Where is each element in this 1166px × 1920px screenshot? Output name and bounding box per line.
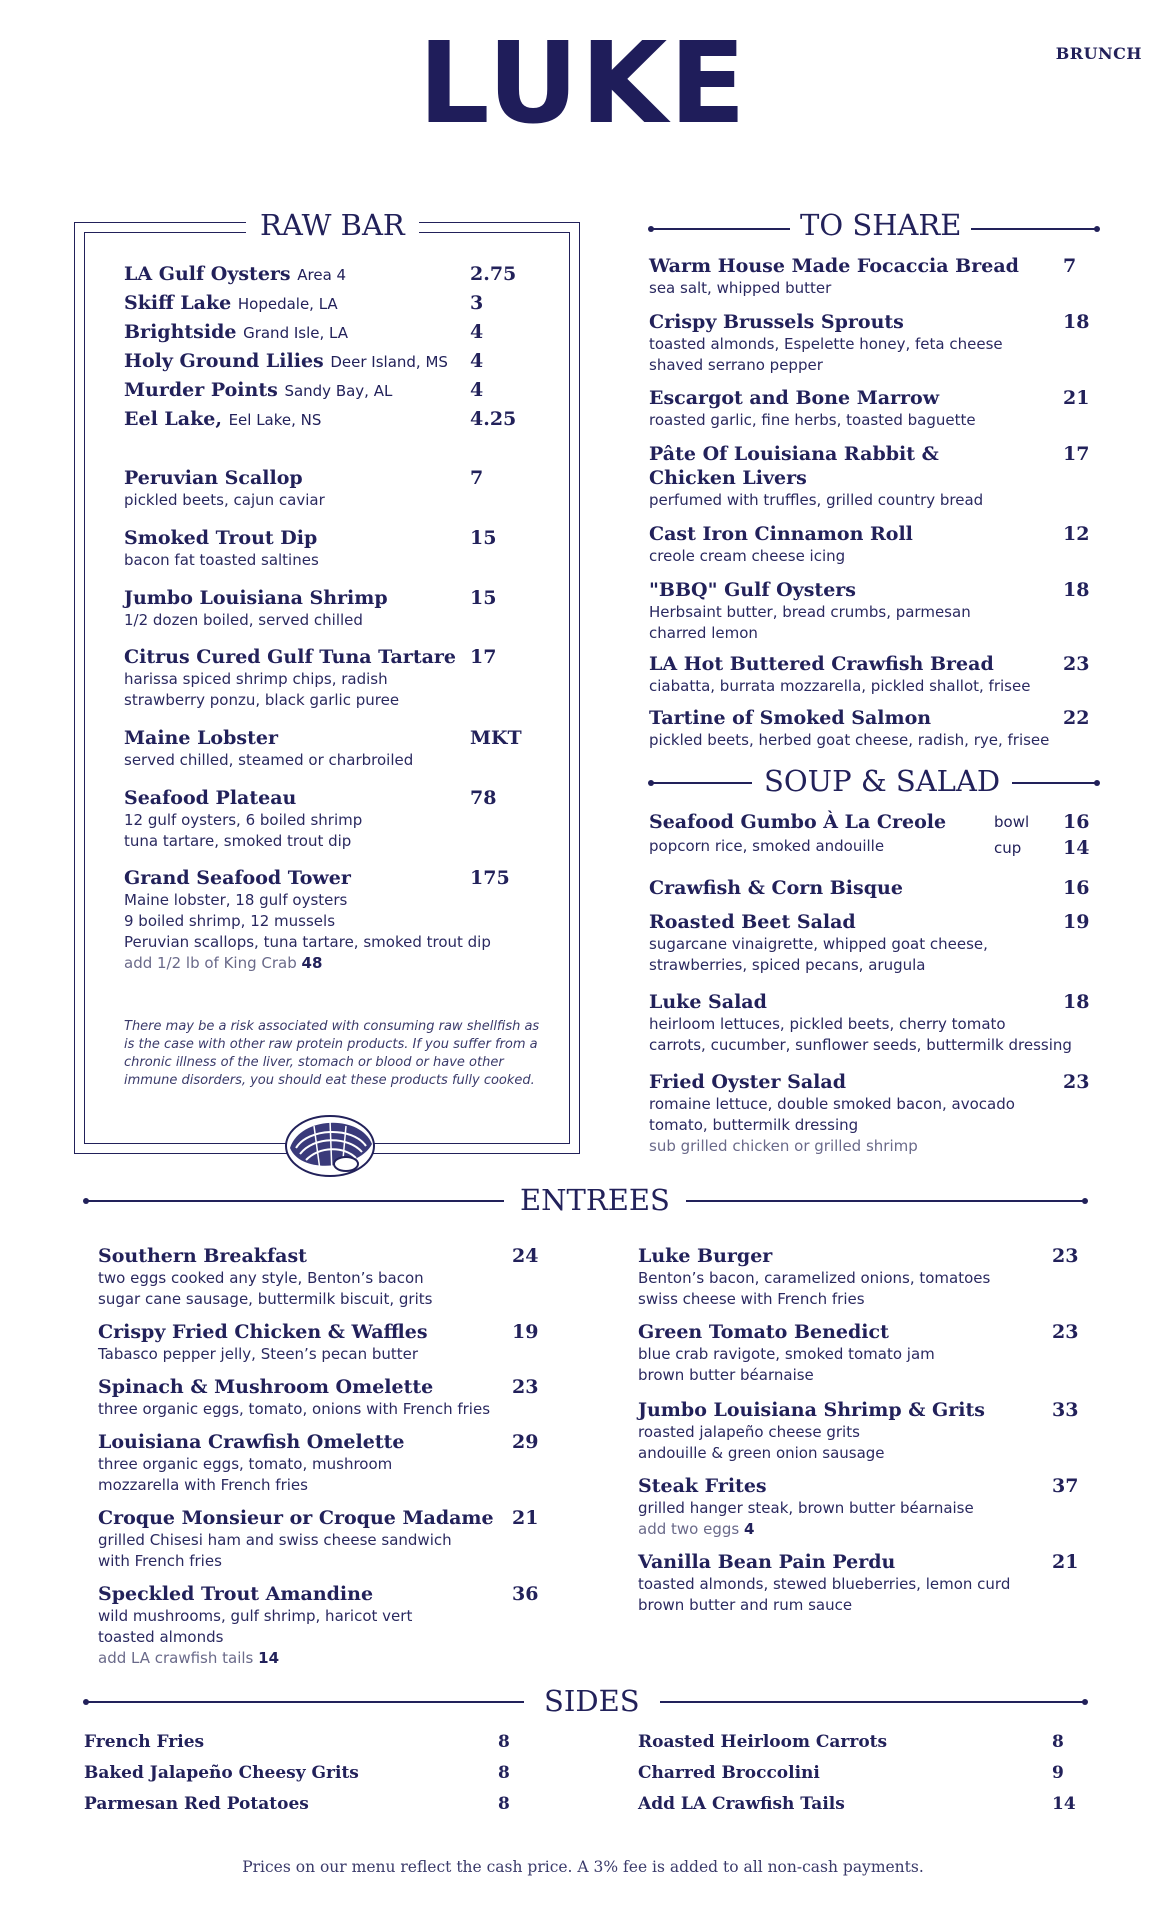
oyster-icon [280,1106,380,1186]
cup-label: cup [994,839,1022,857]
item-description: tomato, buttermilk dressing [649,1116,859,1134]
item-description: toasted almonds, Espelette honey, feta cheese [649,335,1003,353]
oyster-row [124,407,321,432]
item-price: 17 [1063,443,1090,465]
side-name: Charred Broccolini [638,1763,820,1783]
item-name: Steak Frites [638,1475,767,1497]
item-addon: add LA crawfish tails 14 [98,1649,280,1667]
rule-dot [648,226,654,232]
item-name: Jumbo Louisiana Shrimp & Grits [638,1399,985,1421]
item-price: 21 [512,1507,539,1529]
item-description: toasted almonds, stewed blueberries, lemon curd [638,1575,1011,1593]
side-price: 8 [498,1732,510,1752]
item-name: Citrus Cured Gulf Tuna Tartare [124,646,457,668]
side-price: 8 [498,1763,510,1783]
cup-price: 14 [1063,837,1090,859]
item-price: 18 [1063,311,1090,333]
item-name: Crispy Fried Chicken & Waffles [98,1321,428,1343]
item-name: Chicken Livers [649,467,807,489]
item-description: wild mushrooms, gulf shrimp, haricot vert [98,1607,413,1625]
item-name: Croque Monsieur or Croque Madame [98,1507,494,1529]
item-price: 7 [470,467,484,489]
menu-item [649,442,983,511]
menu-item [124,526,319,571]
side-price: 8 [498,1794,510,1814]
menu-item [638,1474,974,1540]
oyster-row [124,378,392,403]
item-description: heirloom lettuces, pickled beets, cherry tomato [649,1015,1006,1033]
item-description: brown butter and rum sauce [638,1596,853,1614]
item-description: two eggs cooked any style, Benton’s bacon [98,1269,424,1287]
oyster-name: Brightside Grand Isle, LA [124,321,348,343]
item-description: roasted garlic, fine herbs, toasted baguette [649,411,976,429]
menu-item [649,578,971,644]
item-description: pickled beets, cajun caviar [124,491,325,509]
item-name: Roasted Beet Salad [649,911,856,933]
rule-dot [1082,1198,1088,1204]
menu-item [649,876,903,900]
item-name: Vanilla Bean Pain Perdu [638,1551,896,1573]
addon-price: 48 [301,954,323,972]
item-name: Warm House Made Focaccia Bread [649,255,1019,277]
item-name: Crawfish & Corn Bisque [649,877,903,899]
oyster-price: 4 [470,321,484,343]
side-name: Add LA Crawfish Tails [638,1794,845,1814]
item-description: tuna tartare, smoked trout dip [124,832,352,850]
menu-item [98,1375,490,1420]
item-price: 15 [470,527,497,549]
side-name: Roasted Heirloom Carrots [638,1732,888,1752]
oyster-name: Holy Ground Lilies Deer Island, MS [124,350,448,372]
rule-dot [83,1198,89,1204]
item-description: charred lemon [649,624,758,642]
oyster-row [124,291,338,316]
menu-item [98,1506,494,1572]
soup-salad-title: SOUP & SALAD [752,767,1012,796]
item-description: sea salt, whipped butter [649,279,832,297]
side-price: 8 [1052,1732,1064,1752]
item-description: grilled hanger steak, brown butter béarnaise [638,1499,974,1517]
bowl-price: 16 [1063,811,1090,833]
menu-item [649,910,988,976]
menu-item [649,990,1072,1056]
item-addon: sub grilled chicken or grilled shrimp [649,1137,918,1155]
menu-item [649,310,1003,376]
item-name: Fried Oyster Salad [649,1071,846,1093]
item-price: 12 [1063,523,1090,545]
item-name: Escargot and Bone Marrow [649,387,940,409]
item-description: ciabatta, burrata mozzarella, pickled shallot, frisee [649,677,1031,695]
menu-item [649,1070,1015,1157]
menu-item [649,386,976,431]
menu-item [649,706,1049,751]
item-price: 19 [512,1321,539,1343]
raw-bar-title: RAW BAR [246,211,419,240]
item-description: carrots, cucumber, sunflower seeds, buttermilk dressing [649,1036,1072,1054]
side-name: French Fries [84,1732,205,1752]
oyster-row [124,262,346,287]
oyster-price: 4 [470,379,484,401]
item-name: Luke Salad [649,991,767,1013]
item-description: sugarcane vinaigrette, whipped goat cheese, [649,935,988,953]
oyster-location: Deer Island, MS [330,353,448,371]
item-price: MKT [470,727,522,749]
item-price: 15 [470,587,497,609]
item-name: Crispy Brussels Sprouts [649,311,904,333]
oyster-location: Hopedale, LA [237,295,338,313]
oyster-location: Area 4 [297,266,347,284]
item-addon: add two eggs 4 [638,1520,755,1538]
menu-item [638,1244,990,1310]
item-price: 175 [470,867,510,889]
item-name: Seafood Gumbo À La Creole [649,811,947,833]
item-description: roasted jalapeño cheese grits [638,1423,860,1441]
item-price: 23 [1063,653,1090,675]
item-description: Tabasco pepper jelly, Steen’s pecan butter [98,1345,419,1363]
item-description: 9 boiled shrimp, 12 mussels [124,912,336,930]
item-price: 23 [1052,1245,1079,1267]
oyster-name: Eel Lake, Eel Lake, NS [124,408,322,430]
item-name: Pâte Of Louisiana Rabbit & [649,443,939,465]
menu-item [98,1320,428,1365]
side-price: 9 [1052,1763,1064,1783]
oyster-name: Skiff Lake Hopedale, LA [124,292,338,314]
item-description: shaved serrano pepper [649,356,823,374]
item-name: Spinach & Mushroom Omelette [98,1376,434,1398]
item-description: sugar cane sausage, buttermilk biscuit, grits [98,1290,433,1308]
menu-item [98,1582,412,1669]
item-name: Cast Iron Cinnamon Roll [649,523,913,545]
item-name: Green Tomato Benedict [638,1321,889,1343]
item-price: 29 [512,1431,539,1453]
item-price: 23 [1063,1071,1090,1093]
side-name: Parmesan Red Potatoes [84,1794,309,1814]
menu-item [98,1244,432,1310]
menu-item [649,254,1019,299]
item-name: Southern Breakfast [98,1245,307,1267]
item-description: toasted almonds [98,1628,224,1646]
item-description: 1/2 dozen boiled, served chilled [124,611,363,629]
item-name: Peruvian Scallop [124,467,303,489]
menu-item [649,810,946,857]
item-description: Herbsaint butter, bread crumbs, parmesan [649,603,971,621]
item-price: 37 [1052,1475,1079,1497]
item-name: Jumbo Louisiana Shrimp [124,587,388,609]
oyster-location: Eel Lake, NS [228,411,322,429]
side-price: 14 [1052,1794,1076,1814]
menu-item [649,652,1030,697]
item-description: three organic eggs, tomato, mushroom [98,1455,393,1473]
item-price: 21 [1052,1551,1079,1573]
item-description: brown butter béarnaise [638,1366,814,1384]
rule-dot [1082,1699,1088,1705]
item-description: strawberries, spiced pecans, arugula [649,956,926,974]
item-name: Speckled Trout Amandine [98,1583,374,1605]
menu-item [124,586,388,631]
oyster-location: Sandy Bay, AL [284,382,393,400]
rule-dot [83,1699,89,1705]
item-price: 18 [1063,991,1090,1013]
restaurant-logo: LUKE [418,19,748,149]
item-price: 19 [1063,911,1090,933]
to-share-title: TO SHARE [790,211,971,240]
item-description: Benton’s bacon, caramelized onions, tomatoes [638,1269,991,1287]
item-price: 17 [470,646,497,668]
oyster-name: Murder Points Sandy Bay, AL [124,379,393,401]
item-price: 16 [1063,877,1090,899]
item-price: 18 [1063,579,1090,601]
addon-price: 4 [743,1520,755,1538]
item-addon: add 1/2 lb of King Crab 48 [124,954,323,972]
item-description: harissa spiced shrimp chips, radish [124,670,388,688]
item-description: popcorn rice, smoked andouille [649,837,885,855]
item-price: 33 [1052,1399,1079,1421]
menu-item [124,645,456,711]
menu-item [124,726,413,771]
side-name: Baked Jalapeño Cheesy Grits [84,1763,359,1783]
item-description: bacon fat toasted saltines [124,551,319,569]
item-price: 21 [1063,387,1090,409]
item-price: 23 [1052,1321,1079,1343]
oyster-name: LA Gulf Oysters Area 4 [124,263,347,285]
menu-item [638,1320,935,1386]
item-description: with French fries [98,1552,222,1570]
rule-dot [1094,780,1100,786]
rule-dot [1094,226,1100,232]
menu-item [124,466,325,511]
menu-item [124,866,491,974]
item-description: creole cream cheese icing [649,547,846,565]
item-description: Peruvian scallops, tuna tartare, smoked trout dip [124,933,491,951]
menu-item [638,1550,1010,1616]
bowl-label: bowl [994,813,1030,831]
item-description: mozzarella with French fries [98,1476,308,1494]
item-description: blue crab ravigote, smoked tomato jam [638,1345,935,1363]
item-price: 22 [1063,707,1090,729]
addon-price: 14 [258,1649,280,1667]
menu-type-label: BRUNCH [1055,44,1142,63]
item-name: Smoked Trout Dip [124,527,318,549]
oyster-price: 2.75 [470,263,517,285]
oyster-price: 4.25 [470,408,517,430]
oyster-row [124,320,348,345]
menu-item [638,1398,985,1464]
menu-item [98,1430,404,1496]
rule-dot [648,780,654,786]
raw-shellfish-notice: There may be a risk associated with consuming raw shellfish as is the case with other raw protein products. If you suffer from a chronic illness of the liver, stomach or blood or have other immune disorders, you should eat these products fully cooked. [124,1019,540,1088]
item-price: 78 [470,787,497,809]
item-description: romaine lettuce, double smoked bacon, avocado [649,1095,1015,1113]
menu-item [124,786,362,852]
item-description: andouille & green onion sausage [638,1444,885,1462]
item-name: Tartine of Smoked Salmon [649,707,932,729]
item-price: 23 [512,1376,539,1398]
entrees-title: ENTREES [504,1186,686,1215]
item-description: Maine lobster, 18 gulf oysters [124,891,348,909]
item-name: Grand Seafood Tower [124,867,351,889]
item-name: "BBQ" Gulf Oysters [649,579,856,601]
oyster-location: Grand Isle, LA [243,324,348,342]
item-name: Seafood Plateau [124,787,297,809]
oyster-price: 3 [470,292,484,314]
item-description: three organic eggs, tomato, onions with French fries [98,1400,491,1418]
item-price: 7 [1063,255,1077,277]
oyster-price: 4 [470,350,484,372]
item-name: Maine Lobster [124,727,278,749]
item-description: swiss cheese with French fries [638,1290,865,1308]
item-price: 36 [512,1583,539,1605]
item-name: LA Hot Buttered Crawfish Bread [649,653,994,675]
item-description: strawberry ponzu, black garlic puree [124,691,400,709]
menu-item [649,522,913,567]
item-name: Louisiana Crawfish Omelette [98,1431,405,1453]
item-description: 12 gulf oysters, 6 boiled shrimp [124,811,363,829]
item-price: 24 [512,1245,539,1267]
footer-note: Prices on our menu reflect the cash price. A 3% fee is added to all non-cash payments. [242,1858,924,1876]
oyster-row [124,349,448,374]
sides-title: SIDES [524,1687,660,1716]
item-description: served chilled, steamed or charbroiled [124,751,414,769]
item-name: Luke Burger [638,1245,773,1267]
item-description: grilled Chisesi ham and swiss cheese sandwich [98,1531,452,1549]
item-description: pickled beets, herbed goat cheese, radish, rye, frisee [649,731,1050,749]
item-description: perfumed with truffles, grilled country bread [649,491,984,509]
